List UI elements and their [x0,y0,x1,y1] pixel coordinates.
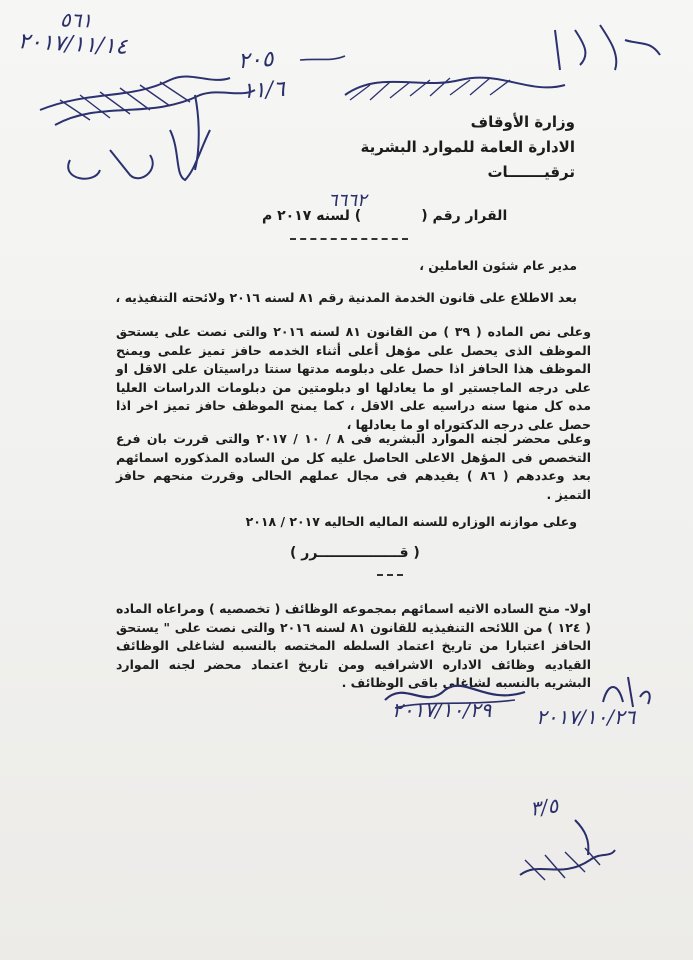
handwritten-scribbles-top [0,0,693,200]
decree-title-suffix: ) لسنه ٢٠١٧ م [262,208,362,224]
paragraph-committee-minutes: وعلى محضر لجنه الموارد البشريه فى ٨ / ١٠ / ٢٠١٧ والتى قررت بان فرع التخصص فى المؤهل الاعلى الحاصل عليه كل من الساده المذكوره اسمائهم بعد وعددهم ( ٨٦ ) يفيدهم فى مجال عملهم الحالى وقررت منحهم حافز التميز . [116,431,592,502]
handwritten-top-middle-date: ١١/٦ [241,76,286,105]
decision-heading: ( قـــــــــــــــــرر ) [290,545,420,561]
handwritten-signature-date: ٢٠١٧/١٠/٢٩ [392,698,492,722]
handwritten-top-left-date: ٢٠١٧/١١/١٤ [17,29,128,60]
paragraph-article-39: وعلى نص الماده ( ٣٩ ) من القانون ٨١ لسنه ٢٠١٦ والتى نصت على يستحق الموظف الذى يحصل على مؤهل أعلى أثناء الخدمه حافز تميز علمى ويمنح الموظف هذا الحافز اذا حصل على دبلومه مدتها سنتا دراسيتان على الاقل او على درجه الماجستير او ما يعادلها او دبلومتين من دبلومات الدراسات العليا مده كل منها سنه دراسيه على الاقل ، كما يمنح الموظف حافز تميز اخر اذا حصل على درجه الدكتوراه او ما يعادلها ، [116,324,591,432]
department-name: الادارة العامة للموارد البشرية [360,138,575,156]
title-divider [290,238,408,240]
handwritten-top-left-number: ٥٦١ [59,7,93,33]
decree-title-prefix: القرار رقم ( [421,208,508,224]
handwritten-decree-number: ٦٦٦٢ [328,190,367,211]
first-article: اولا- منح الساده الاتيه اسمائهم بمجموعه الوظائف ( تخصصيه ) ومراعاه الماده ( ١٢٤ ) من اللائحه التنفيذيه للقانون ٨١ لسنه ٢٠١٦ والتى نصت على " يستحق الحافز اعتبارا من تاريخ اعتماد السلطه المختصه بالنسبه لشاغلى الوظائف القياديه وظائف الاداره الاشرافيه ومن تاريخ اعتماد محضر لجنه الموارد البشريه بالنسبه لشاغلى باقى الوظائف . [116,601,591,690]
decree-title [262,208,507,224]
right-side-initial-mark [598,672,658,712]
decision-divider [377,574,403,576]
handwritten-top-middle-number: ٢٠٥ [237,46,275,75]
handwritten-right-date: ٢٠١٧/١٠/٢٦ [536,705,636,729]
bottom-scribble [500,800,620,890]
preamble: بعد الاطلاع على قانون الخدمة المدنية رقم ٨١ لسنه ٢٠١٦ ولائحته التنفيذيه ، [115,290,577,305]
ministry-name: وزارة الأوقاف [470,113,575,131]
addressee: مدير عام شئون العاملين ، [419,258,577,273]
handwritten-bottom-mark: ٣/٥ [528,793,560,821]
section-name: ترقيـــــــات [487,163,575,181]
ministry-header [361,110,575,185]
paragraph-budget: وعلى موازنه الوزاره للسنه الماليه الحاليه ٢٠١٧ / ٢٠١٨ [245,514,577,529]
